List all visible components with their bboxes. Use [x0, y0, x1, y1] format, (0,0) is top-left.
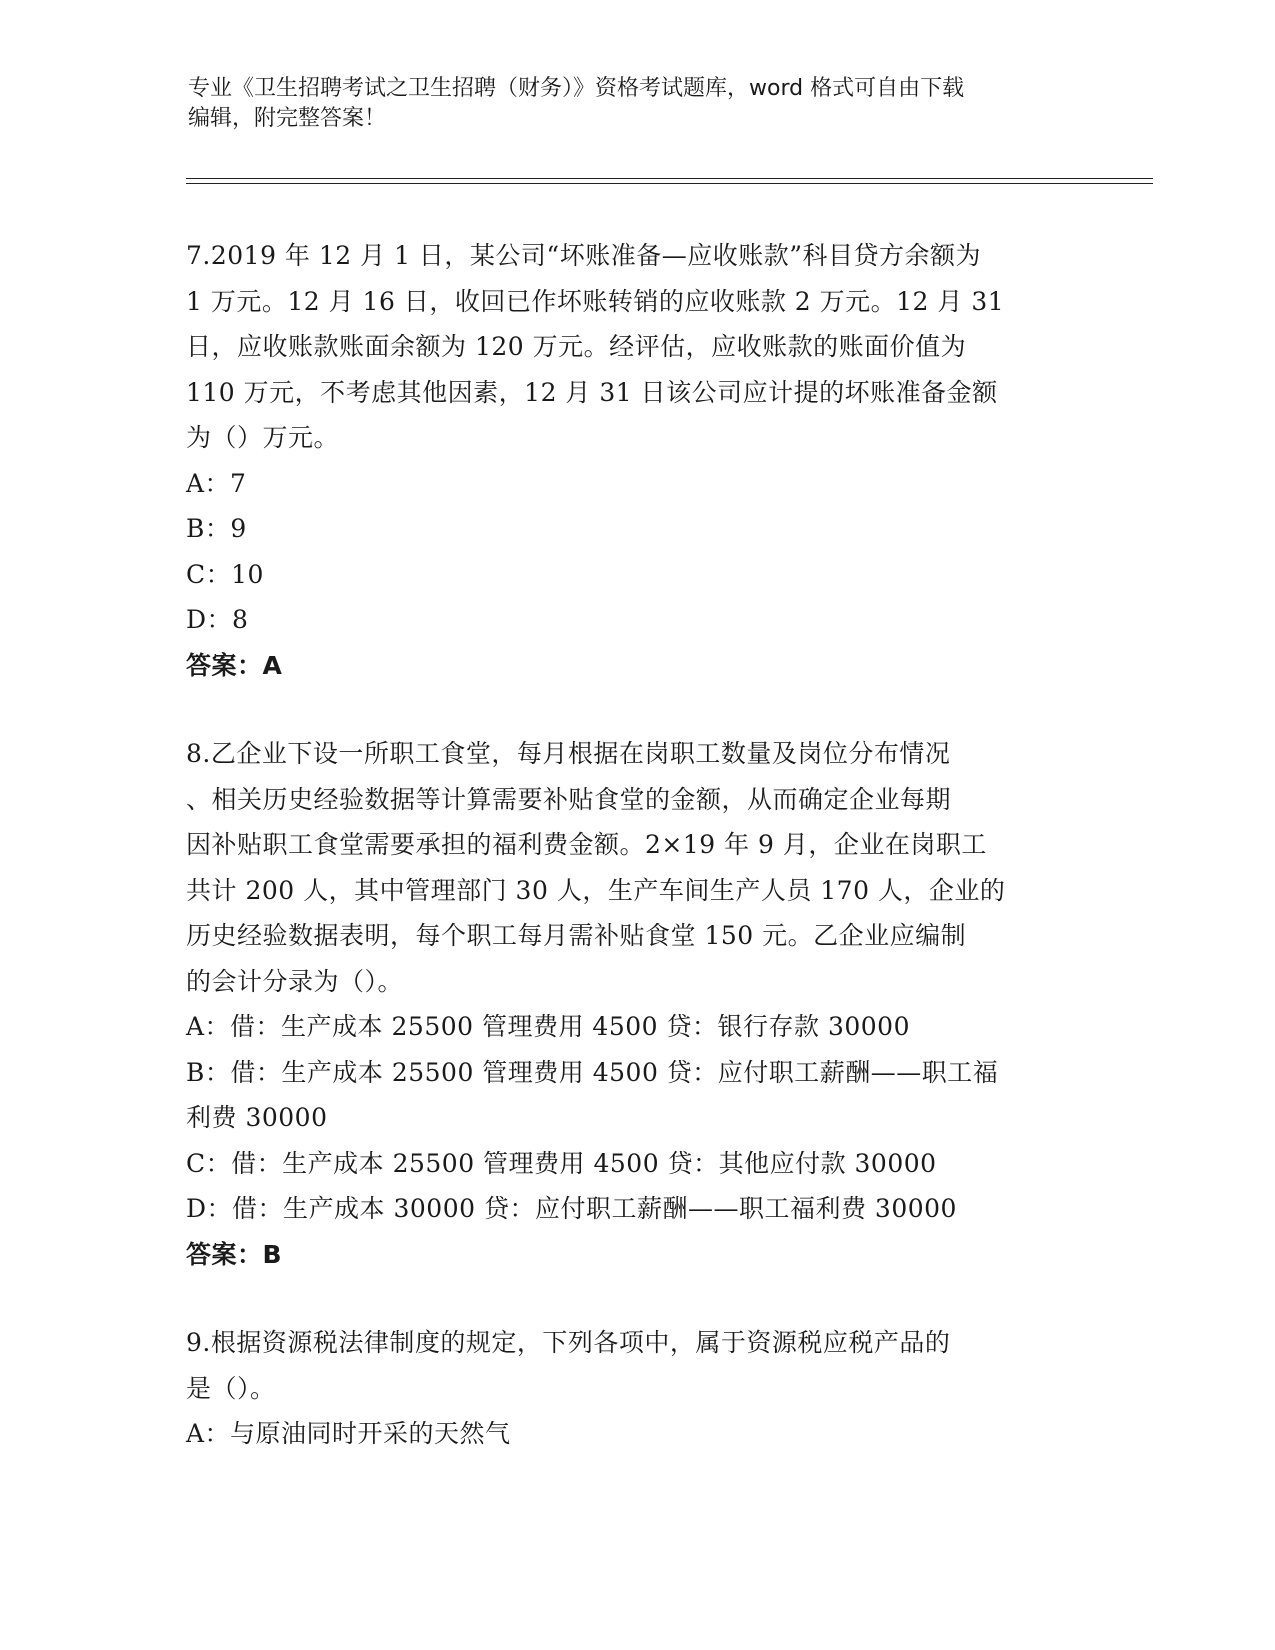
question-9: [186, 1320, 1086, 1457]
question-text-line: 因补贴职工食堂需要承担的福利费金额。2×19 年 9 月，企业在岗职工: [186, 830, 987, 859]
question-text-line: 共计 200 人，其中管理部门 30 人，生产车间生产人员 170 人，企业的: [186, 875, 1006, 905]
question-text-line: 为（）万元。: [186, 423, 340, 452]
question-text-line: 9.根据资源税法律制度的规定，下列各项中，属于资源税应税产品的: [186, 1328, 951, 1357]
question-text-line: 110 万元，不考虑其他因素，12 月 31 日该公司应计提的坏账准备金额: [186, 377, 998, 407]
option-d: D：借：生产成本 30000 贷：应付职工薪酬——职工福利费 30000: [186, 1194, 957, 1223]
question-text-line: 、相关历史经验数据等计算需要补贴食堂的金额，从而确定企业每期: [186, 784, 952, 814]
option-d: D：8: [186, 605, 249, 634]
header-line-2: 编辑，附完整答案！: [188, 106, 387, 131]
question-7: [186, 233, 1086, 688]
answer: 答案：A: [186, 650, 283, 680]
question-text-line: 是（）。: [186, 1373, 276, 1403]
question-text-line: 7.2019 年 12 月 1 日，某公司“坏账准备—应收账款”科目贷方余额为: [186, 241, 981, 270]
question-text-line: 历史经验数据表明，每个职工每月需补贴食堂 150 元。乙企业应编制: [186, 921, 967, 950]
question-text-line: 8.乙企业下设一所职工食堂，每月根据在岗职工数量及岗位分布情况: [186, 739, 951, 768]
option-c: C：借：生产成本 25500 管理费用 4500 贷：其他应付款 30000: [186, 1148, 937, 1178]
header-line-1: 专业《卫生招聘考试之卫生招聘（财务）》资格考试题库，word 格式可自由下载: [188, 76, 965, 101]
question-list: [186, 233, 1086, 1457]
question-8: [186, 731, 1086, 1277]
option-c: C：10: [186, 559, 264, 589]
question-text-line: 日，应收账款账面余额为 120 万元。经评估，应收账款的账面价值为: [186, 332, 967, 361]
answer: 答案：B: [186, 1239, 283, 1269]
option-b: B：9: [186, 514, 247, 543]
header-divider-top: [186, 178, 1153, 179]
option-b-continued: 利费 30000: [186, 1103, 328, 1132]
question-text-line: 的会计分录为（）。: [186, 966, 404, 996]
option-a: A：借：生产成本 25500 管理费用 4500 贷：银行存款 30000: [186, 1012, 910, 1041]
option-a: A：与原油同时开采的天然气: [186, 1419, 511, 1448]
header-divider-bottom: [186, 183, 1153, 184]
option-b: B：借：生产成本 25500 管理费用 4500 贷：应付职工薪酬——职工福: [186, 1057, 999, 1087]
question-text-line: 1 万元。12 月 16 日，收回已作坏账转销的应收账款 2 万元。12 月 31: [186, 286, 1005, 316]
document-header: [188, 74, 1068, 134]
option-a: A：7: [186, 468, 247, 498]
